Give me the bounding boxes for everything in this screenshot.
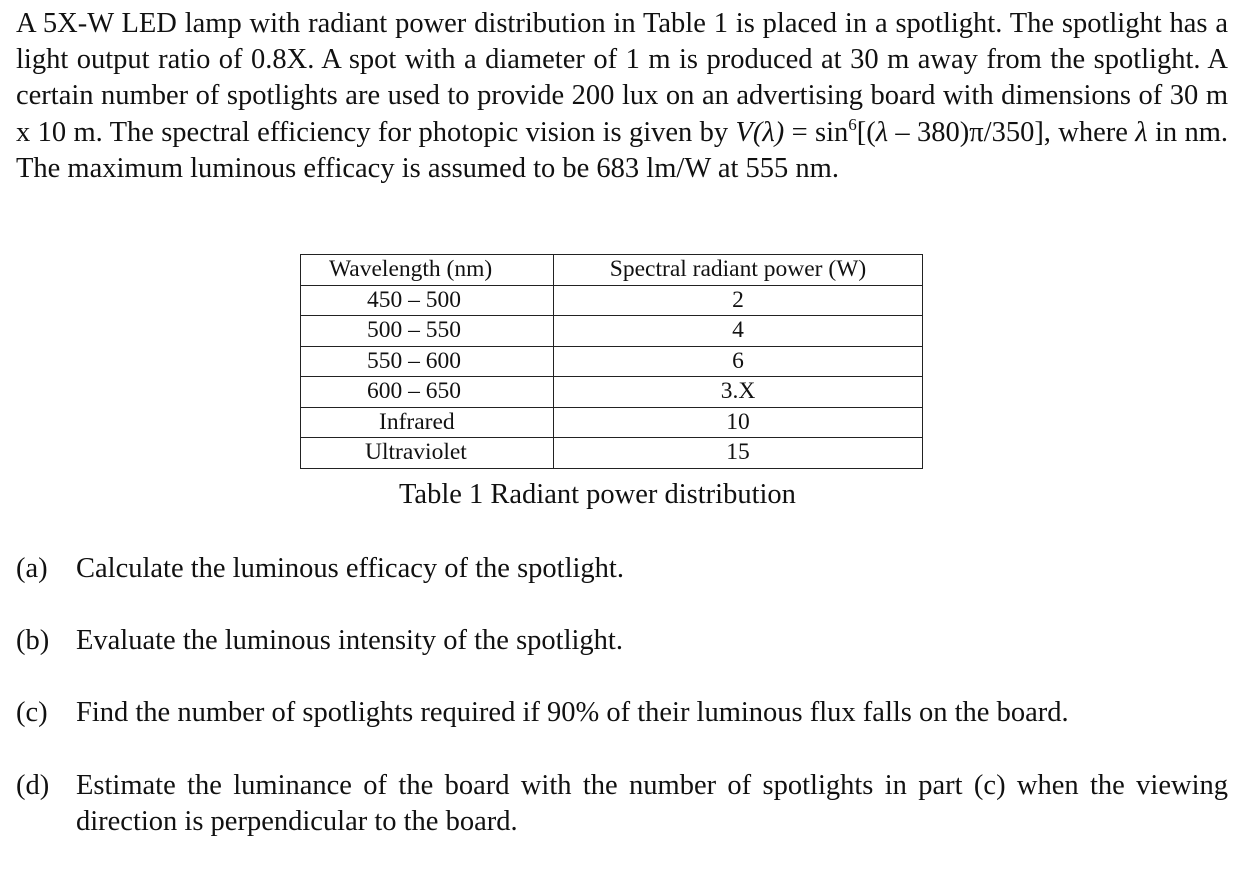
question-text: Evaluate the luminous intensity of the spotlight. [76, 625, 623, 657]
wavelength-cell: 450 – 500 [301, 285, 554, 316]
problem-page [16, 6, 1228, 187]
power-cell: 6 [554, 346, 923, 377]
question-text: Calculate the luminous efficacy of the spotlight. [76, 553, 624, 584]
question-item [16, 695, 1228, 731]
question-list [16, 551, 1228, 876]
power-cell: 10 [554, 407, 923, 438]
question-item [16, 768, 1228, 840]
table-caption: Table 1 Radiant power distribution [399, 479, 796, 510]
wavelength-cell: 550 – 600 [301, 346, 554, 377]
table-row [301, 438, 923, 469]
sine-exponent: 6 [848, 114, 857, 134]
power-cell: 4 [554, 316, 923, 347]
wavelength-cell: Infrared [301, 407, 554, 438]
wavelength-cell: 500 – 550 [301, 316, 554, 347]
header-wavelength: Wavelength (nm) [301, 255, 554, 286]
table-header-row [301, 255, 923, 286]
question-label: (c) [16, 697, 48, 729]
question-item [16, 551, 1228, 587]
problem-statement: A 5X-W LED lamp with radiant power distribution in Table 1 is placed in a spotlight. The spotlight has a light output ratio of 0.8X. A spot with a diameter of 1 m is produced at 30 m away from the spotlight. A certain number of spotlights are used to provide 200 lux on an advertising board with dimensions of 30 m x 10 m. The spectral efficiency for photopic vision is given by $V(\lambda) = \sin^6[(\lambda - 380)\pi/350]$, where λ in nm. The maximum luminous efficacy is assumed to be 683 lm/W at 555 nm. [16, 8, 1228, 184]
power-cell: 15 [554, 438, 923, 469]
question-label: (a) [16, 553, 48, 584]
header-spectral-power: Spectral radiant power (W) [554, 255, 923, 286]
wavelength-cell: 600 – 650 [301, 377, 554, 408]
power-cell: 3.X [554, 377, 923, 408]
question-text: Find the number of spotlights required if 90% of their luminous flux falls on the board. [76, 697, 1069, 729]
question-item [16, 623, 1228, 659]
question-label: (d) [16, 769, 50, 801]
question-text: Estimate the luminance of the board with the number of spotlights in part (c) when the viewing direction is perpendicular to the board. [76, 769, 1228, 837]
table-row [301, 407, 923, 438]
radiant-power-table-container [300, 254, 923, 469]
table-row [301, 316, 923, 347]
spectral-efficiency-symbol: V(λ) [735, 116, 785, 148]
radiant-power-table [300, 254, 923, 469]
table-row [301, 377, 923, 408]
table-row [301, 285, 923, 316]
table-row [301, 346, 923, 377]
power-cell: 2 [554, 285, 923, 316]
wavelength-cell: Ultraviolet [301, 438, 554, 469]
question-label: (b) [16, 625, 50, 657]
